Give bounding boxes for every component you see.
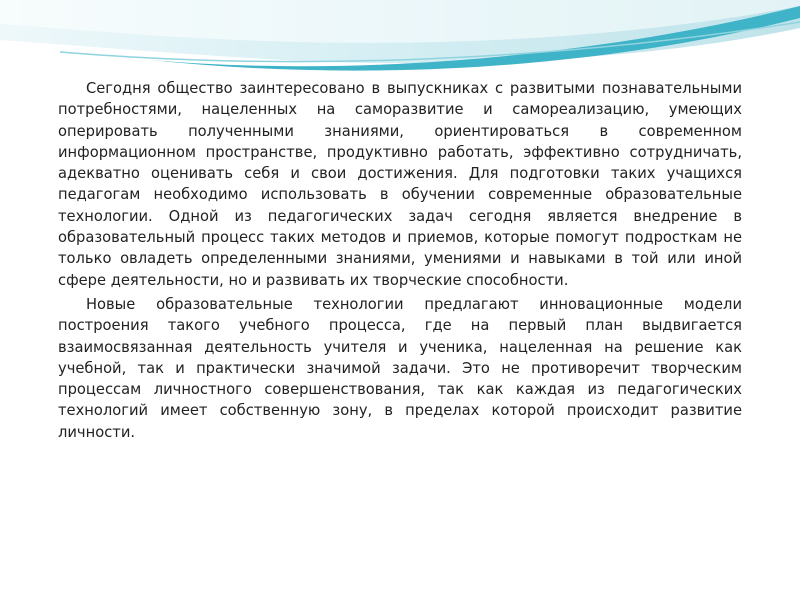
paragraph-1: Сегодня общество заинтересовано в выпускниках с развитыми познавательными потребностями, нацеленных на саморазвитие и самореализацию, умеющих оперировать полученными знаниями, ориентироваться в современном информационном пространстве, продуктивно работать, эффективно сотрудничать, адекватно оценивать себя и свои достижения. Для подготовки таких учащихся педагогам необходимо использовать в обучении современные образовательные технологии. Одной из педагогических задач сегодня является внедрение в образовательный процесс таких методов и приемов, которые помогут подросткам не только овладеть определенными знаниями, умениями и навыками в той или иной сфере деятельности, но и развивать их творческие способности. [58, 80, 742, 289]
paragraph-2: Новые образовательные технологии предлагают инновационные модели построения такого учебного процесса, где на первый план выдвигается взаимосвязанная деятельность учителя и ученика, нацеленная на решение как учебной, так и практически значимой задачи. Это не противоречит творческим процессам личностного совершенствования, так как каждая из педагогических технологий имеет собственную зону, в пределах которой происходит развитие личности. [58, 295, 742, 441]
slide-body-text [58, 78, 742, 443]
